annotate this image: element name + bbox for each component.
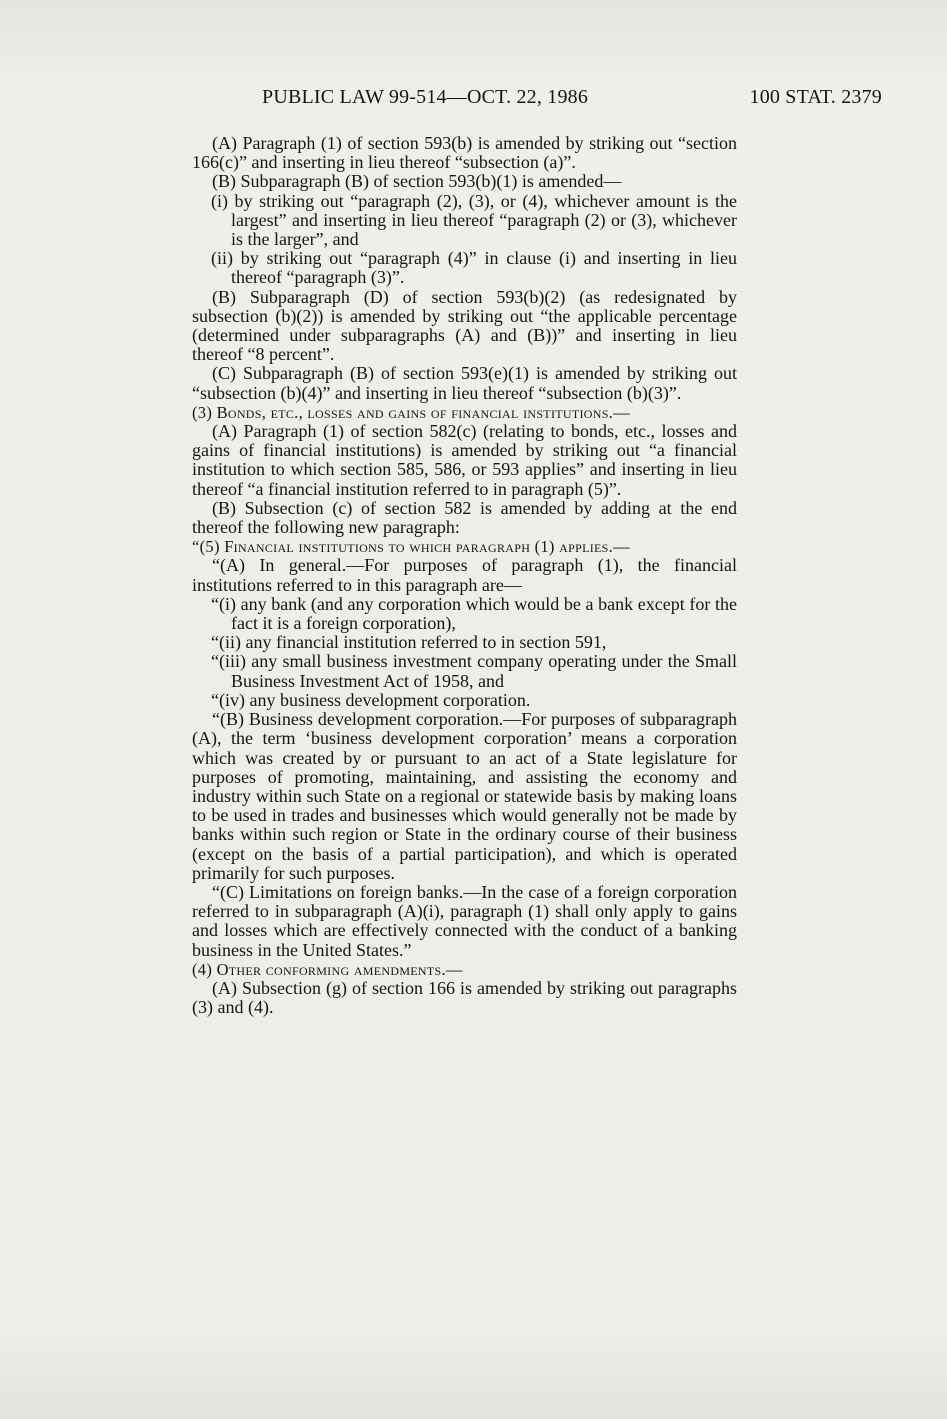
page-header (262, 86, 882, 116)
document-body (192, 134, 737, 1017)
clause: “(i) any bank (and any corporation which would be a bank except for the fact it is a foreign corporation), (211, 593, 737, 634)
section-heading: (4) Other conforming amendments.— (192, 959, 463, 979)
paragraph: “(C) Limitations on foreign banks.—In the case of a foreign corporation referred to in subparagraph (A)(i), paragraph (1) shall only apply to gains and losses which are effectively connected with the conduct of a banking business in the United States.” (192, 881, 737, 960)
paragraph: (A) Paragraph (1) of section 582(c) (relating to bonds, etc., losses and gains of financial institutions) is amended by striking out “a financial institution to which section 585, 586, or 593 applies” and inserting in lieu thereof “a financial institution referred to in paragraph (5)”. (192, 421, 737, 499)
clause: “(iv) any business development corporation. (211, 689, 531, 710)
section-heading: “(5) Financial institutions to which paragraph (1) applies.— (192, 537, 630, 557)
paragraph: (A) Paragraph (1) of section 593(b) is amended by striking out “section 166(c)” and inserting in lieu thereof “subsection (a)”. (192, 133, 737, 173)
paragraph: “(A) In general.—For purposes of paragraph (1), the financial institutions referred to in this paragraph are— (192, 555, 737, 595)
paragraph: (B) Subparagraph (D) of section 593(b)(2) (as redesignated by subsection (b)(2)) is amended by striking out “the applicable percentage (determined under subparagraphs (A) and (B))” and inserting in lieu thereof “8 percent”. (192, 286, 737, 365)
paragraph: (B) Subsection (c) of section 582 is amended by adding at the end thereof the following new paragraph: (192, 497, 737, 538)
paragraph: “(B) Business development corporation.—For purposes of subparagraph (A), the term ‘business development corporation’ means a corporation which was created by or pursuant to an act of a State legislature for purposes of promoting, maintaining, and assisting the economy and industry within such State on a regional or statewide basis by making loans to be used in trades and businesses which would generally not be made by banks within such region or State in the ordinary course of their business (except on the basis of a partial participation), and which is operated primarily for such purposes. (192, 709, 737, 883)
paragraph: (A) Subsection (g) of section 166 is amended by striking out paragraphs (3) and (4). (192, 977, 737, 1018)
clause: “(ii) any financial institution referred to in section 591, (211, 632, 607, 653)
clause: (ii) by striking out “paragraph (4)” in clause (i) and inserting in lieu thereof “paragraph (3)”. (211, 248, 737, 288)
clause: (i) by striking out “paragraph (2), (3), or (4), whichever amount is the largest” and inserting in lieu thereof “paragraph (2) or (3), whichever is the larger”, and (211, 190, 737, 250)
section-heading: (3) Bonds, etc., losses and gains of financial institutions.— (192, 402, 630, 422)
paragraph: (C) Subparagraph (B) of section 593(e)(1) is amended by striking out “subsection (b)(4)” and inserting in lieu thereof “subsection (b)(3)”. (192, 363, 737, 403)
clause: “(iii) any small business investment company operating under the Small Business Investment Act of 1958, and (211, 651, 737, 691)
stat-page-number: 100 STAT. 2379 (749, 86, 882, 108)
page-title: PUBLIC LAW 99-514—OCT. 22, 1986 (262, 86, 589, 108)
paragraph: (B) Subparagraph (B) of section 593(b)(1) is amended— (212, 171, 622, 192)
